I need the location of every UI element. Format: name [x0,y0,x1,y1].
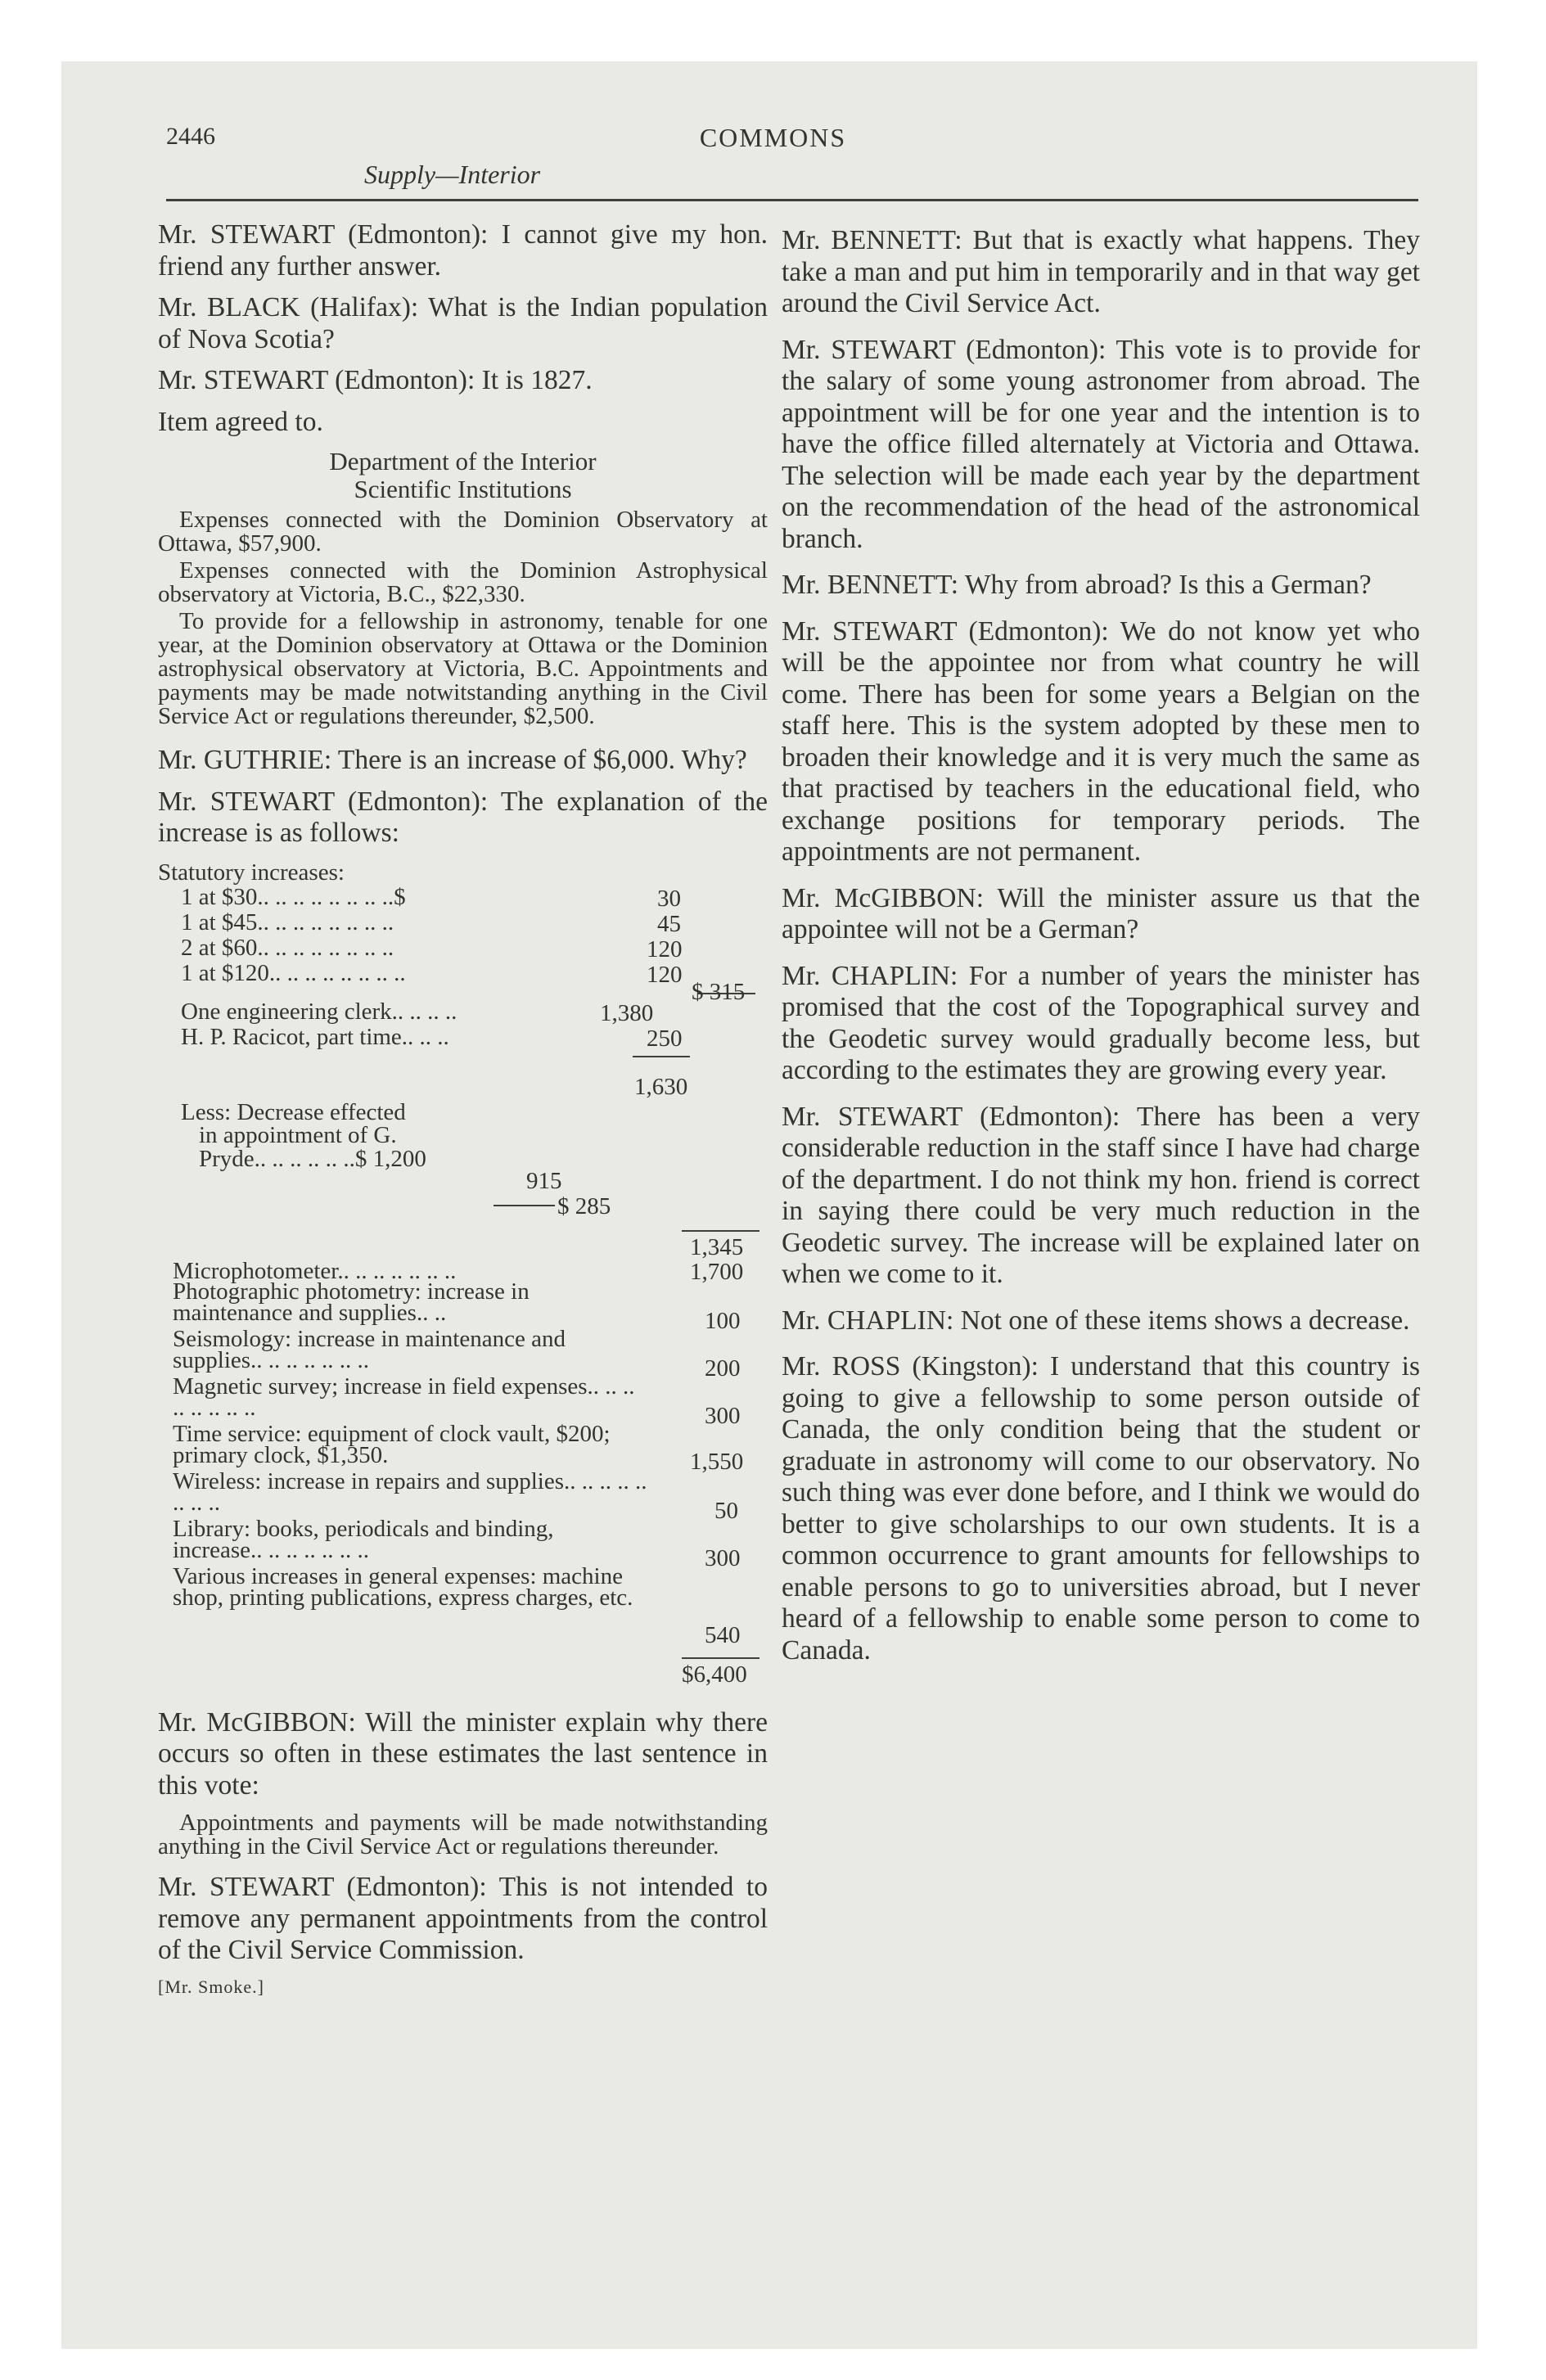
running-head: COMMONS [699,123,847,152]
sum-1: 1,630 [634,1073,688,1100]
item-6-label: Wireless: increase in repairs and supplies.. .. .. .. .. .. .. .. [173,1467,647,1516]
item-5-value: 1,550 [690,1448,744,1475]
para-black: Mr. BLACK (Halifax): What is the Indian population of Nova Scotia? [158,292,768,354]
running-subhead: Supply—Interior [364,160,541,189]
rule-less [494,1205,555,1206]
item-3-value: 200 [705,1355,741,1382]
para-stewart-1: Mr. STEWART (Edmonton): I cannot give my hon. friend any further answer. [158,219,768,282]
item-2-value: 100 [705,1307,741,1334]
racicot-label: H. P. Racicot, part time.. .. .. [181,1023,449,1050]
para-mcgibbon-1: Mr. McGIBBON: Will the minister explain why there occurs so often in these estimates the last sentence in this vote: [158,1706,768,1801]
para-stewart-5: Mr. STEWART (Edmonton): This vote is to provide for the salary of some young astronomer from abroad. The appointment will be for one year and the intention is to have the office filled alternately at Victoria and Ottawa. The selection will be made each year by the department on the recommendation of the head of the astronomical branch. [782,334,1420,554]
item-1-value: 1,700 [690,1258,744,1285]
item-6-value: 50 [714,1497,738,1524]
less-total: $ 285 [557,1192,611,1219]
footer-speaker: [Mr. Smoke.] [158,1976,264,1997]
page-number: 2446 [166,123,215,150]
rule-sum2 [682,1230,759,1232]
item-8-value: 540 [705,1621,741,1648]
para-stewart-2: Mr. STEWART (Edmonton): It is 1827. [158,365,593,395]
stat-row-4-value: 120 [647,961,683,988]
para-stewart-4: Mr. STEWART (Edmonton): This is not intended to remove any permanent appointments from the control of the Civil Service Commission. [158,1872,768,1965]
increase-statement [158,859,768,1686]
para-chaplin-1: Mr. CHAPLIN: For a number of years the minister has promised that the cost of the Topographical survey and the Geodetic survey would gradually become less, but according to the estimates they are growing every year. [782,960,1420,1085]
item-7-label: Library: books, periodicals and binding, increase.. .. .. .. .. .. .. [173,1515,554,1563]
stat-row-3-value: 120 [647,935,683,962]
stat-row-4-label: 1 at $120.. .. .. .. .. .. .. .. [181,959,406,986]
stat-row-2-label: 1 at $45.. .. .. .. .. .. .. .. [181,908,394,935]
clerk-value: 1,380 [600,999,654,1026]
para-mcgibbon-2: Mr. McGIBBON: Will the minister assure us that the appointee will not be a German? [782,882,1420,944]
statutory-heading: Statutory increases: [158,859,345,886]
stat-row-3-label: 2 at $60.. .. .. .. .. .. .. .. [181,934,394,961]
para-ross: Mr. ROSS (Kingston): I understand that this country is going to give a fellowship to some person outside of Canada, the only condition being that the student or graduate in astronomy will come to our observatory. No such thing was ever done before, and I think we would do better to give scholarships to our own students. It is a common occurrence to grant amounts for fellowships to enable persons to go to universities abroad, but I never heard of a fellowship to enable some person to come to Canada. [782,1351,1420,1666]
vote-expense-3: To provide for a fellowship in astronomy, tenable for one year, at the Dominion observatory at Ottawa or the Dominion astrophysical observatory at Victoria, B.C. Appointments and payments may be made notwitstanding anything in the Civil Service Act or regulations thereunder, $2,500. [158,608,768,729]
item-4-label: Magnetic survey; increase in field expenses.. .. .. .. .. .. .. .. [173,1373,635,1421]
rule-sum1 [633,1056,690,1057]
para-stewart-7: Mr. STEWART (Edmonton): There has been a very considerable reduction in the staff since I have had charge of the department. I do not think my hon. friend is correct in saying there could be very much reduction in the Geodetic survey. The increase will be explained later on when we come to it. [782,1101,1420,1289]
racicot-value: 250 [647,1025,683,1052]
para-stewart-3: Mr. STEWART (Edmonton): The explanation of the increase is as follows: [158,786,768,848]
header-rule [166,199,1418,201]
left-column [158,219,768,1998]
para-chaplin-2: Mr. CHAPLIN: Not one of these items shows a decrease. [782,1305,1410,1336]
less-line-4: 915 [526,1167,562,1194]
clerk-label: One engineering clerk.. .. .. .. [181,998,457,1025]
item-4-value: 300 [705,1402,741,1429]
rule-grand-total [682,1657,759,1659]
sum-2: 1,345 [690,1233,744,1260]
para-item-agreed: Item agreed to. [158,406,323,437]
less-line-1: Less: Decrease effected [181,1098,406,1125]
stat-row-2-value: 45 [657,910,681,937]
para-bennett-2: Mr. BENNETT: Why from abroad? Is this a German? [782,570,1372,600]
vote-quote: Appointments and payments will be made notwithstanding anything in the Civil Service Act or regulations thereunder. [158,1810,768,1859]
grand-total: $6,400 [682,1661,747,1688]
para-bennett-1: Mr. BENNETT: But that is exactly what happens. They take a man and put him in temporarily and in that way get around the Civil Service Act. [782,225,1420,318]
vote-expense-2: Expenses connected with the Dominion Astrophysical observatory at Victoria, B.C., $22,330. [158,557,768,607]
item-1-label: Microphotometer.. .. .. .. .. .. .. [173,1257,457,1284]
less-line-2: in appointment of G. [199,1121,397,1148]
para-stewart-6: Mr. STEWART (Edmonton): We do not know yet who will be the appointee nor from what country he will come. There has been for some years a Belgian on the staff here. This is the system adopted by these men to broaden their knowledge and it is very much the same as that practised by teachers in the educational field, who exchange positions for temporary periods. The appointments are not permanent. [782,615,1420,867]
item-8-label: Various increases in general expenses: machine shop, printing publications, express charges, etc. [173,1562,633,1611]
item-7-value: 300 [705,1544,741,1571]
para-guthrie: Mr. GUTHRIE: There is an increase of $6,000. Why? [158,745,747,775]
item-2-label: Photographic photometry: increase in maintenance and supplies.. .. [173,1278,530,1326]
stat-row-1-value: 30 [657,885,681,912]
item-5-label: Time service: equipment of clock vault, $200; primary clock, $1,350. [173,1420,611,1468]
less-line-3: Pryde.. .. .. .. .. ..$ 1,200 [199,1145,426,1172]
statutory-total: $ 315 [692,978,746,1005]
right-column [782,225,1420,1676]
item-3-label: Seismology: increase in maintenance and supplies.. .. .. .. .. .. .. [173,1325,566,1373]
stat-row-1-label: 1 at $30.. .. .. .. .. .. .. ..$ [181,883,406,910]
vote-expense-1: Expenses connected with the Dominion Observatory at Ottawa, $57,900. [158,507,768,557]
dept-heading: Department of the Interior [329,447,597,476]
sci-heading: Scientific Institutions [354,475,572,503]
